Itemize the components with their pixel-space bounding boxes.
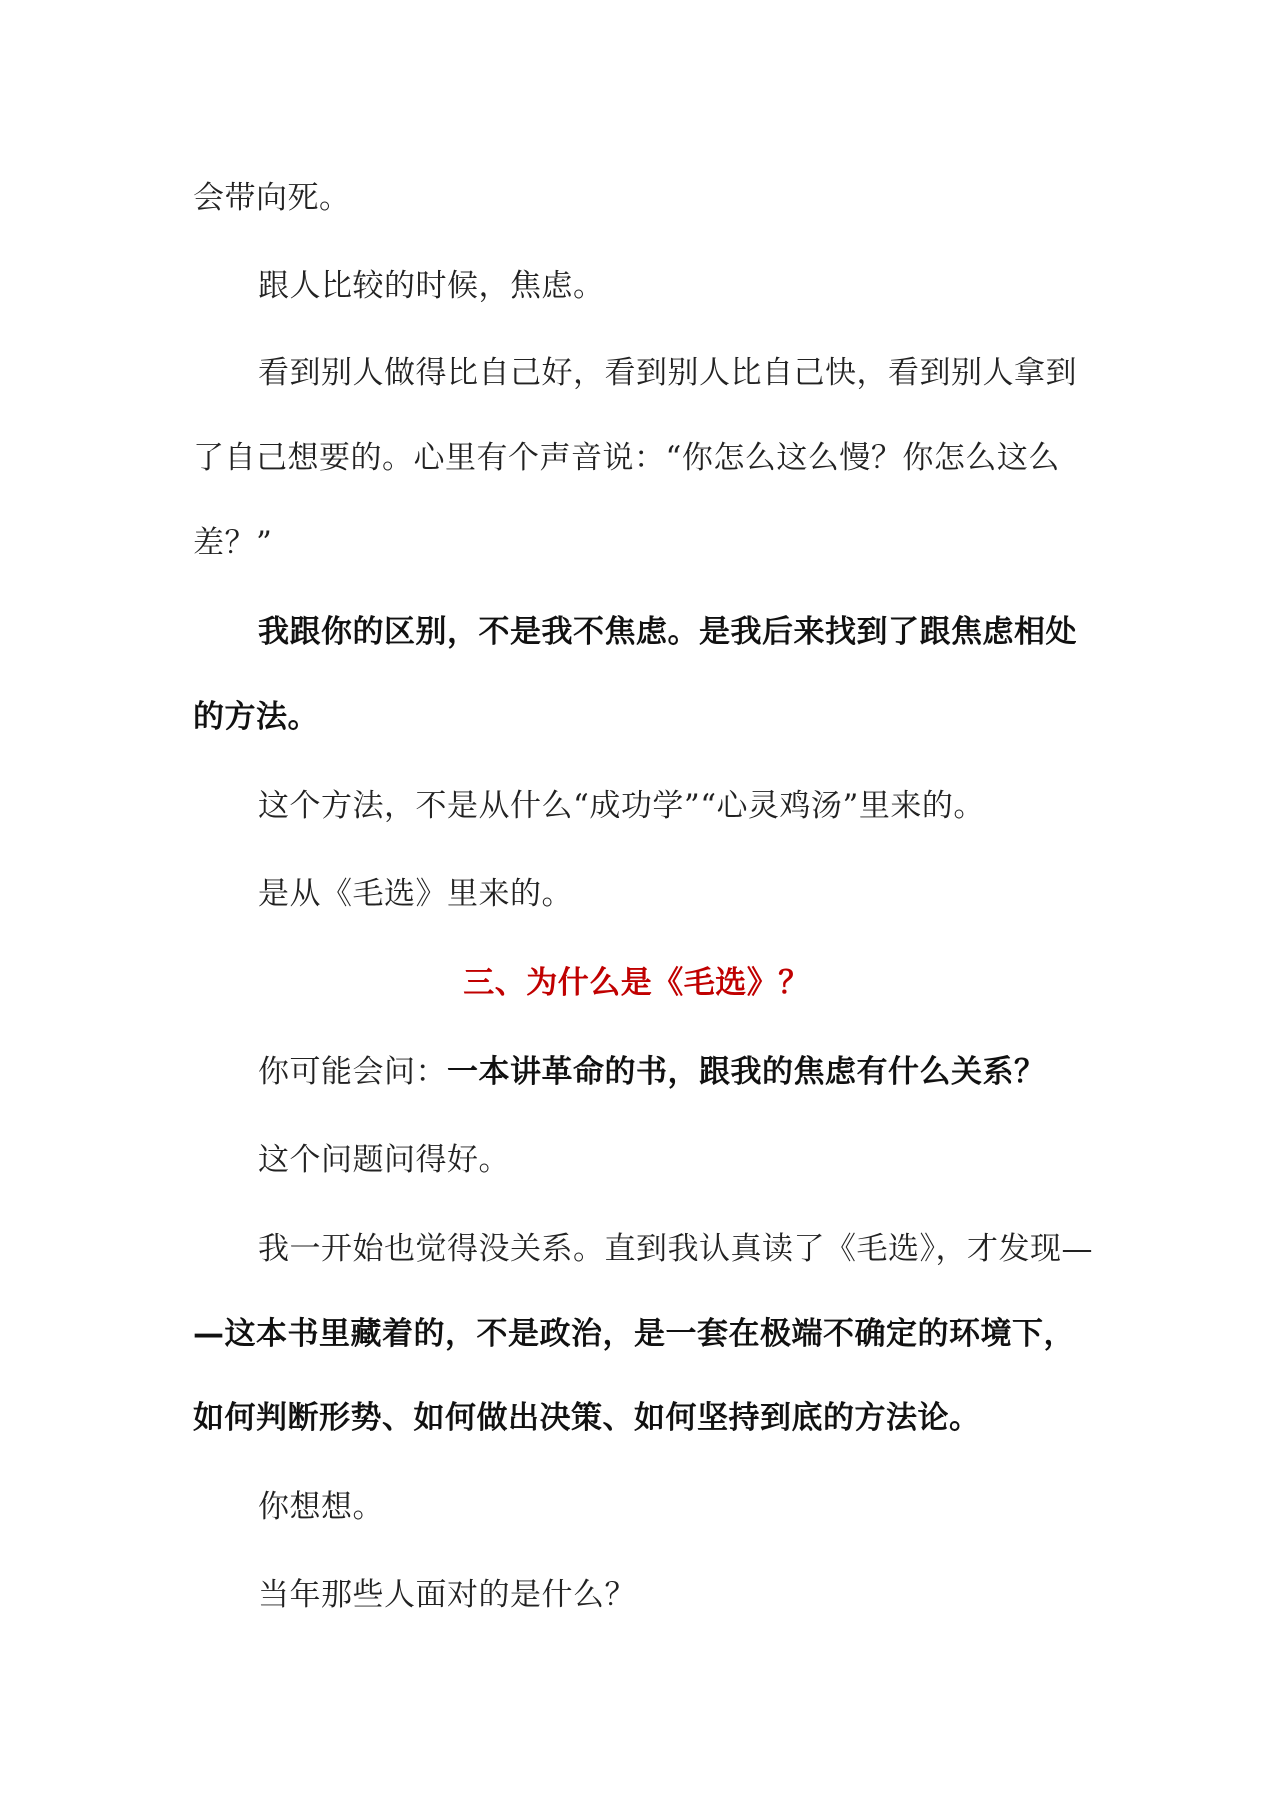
paragraph-line [258, 1052, 1093, 1092]
bold-paragraph-line: 我跟你的区别，不是我不焦虑。是我后来找到了跟焦虑相处 [258, 614, 1077, 650]
paragraph-line: 看到别人做得比自己好，看到别人比自己快，看到别人拿到 [258, 355, 1077, 391]
section-heading: 三、为什么是《毛选》？ [463, 965, 810, 1001]
paragraph-line: 差？” [193, 525, 273, 561]
paragraph-line: 这个问题问得好。 [258, 1142, 510, 1178]
bold-paragraph-line: 的方法。 [193, 699, 319, 735]
paragraph-text: 你可能会问： [258, 1054, 447, 1090]
paragraph-line: 我一开始也觉得没关系。直到我认真读了《毛选》，才发现— [258, 1231, 1093, 1267]
paragraph-line: 这个方法，不是从什么“成功学”“心灵鸡汤”里来的。 [258, 788, 985, 824]
paragraph-line: 了自己想要的。心里有个声音说：“你怎么这么慢？你怎么这么 [193, 440, 1060, 476]
paragraph-line: 跟人比较的时候，焦虑。 [258, 268, 605, 304]
paragraph-line: 你想想。 [258, 1489, 384, 1525]
paragraph-line: 是从《毛选》里来的。 [258, 876, 573, 912]
paragraph-line: 当年那些人面对的是什么？ [258, 1577, 636, 1613]
bold-question-text: 一本讲革命的书，跟我的焦虑有什么关系？ [447, 1054, 1046, 1090]
bold-paragraph-line: 如何判断形势、如何做出决策、如何坚持到底的方法论。 [193, 1400, 981, 1436]
paragraph-line: 会带向死。 [193, 180, 351, 216]
bold-paragraph-line: —这本书里藏着的，不是政治，是一套在极端不确定的环境下， [193, 1316, 1075, 1352]
